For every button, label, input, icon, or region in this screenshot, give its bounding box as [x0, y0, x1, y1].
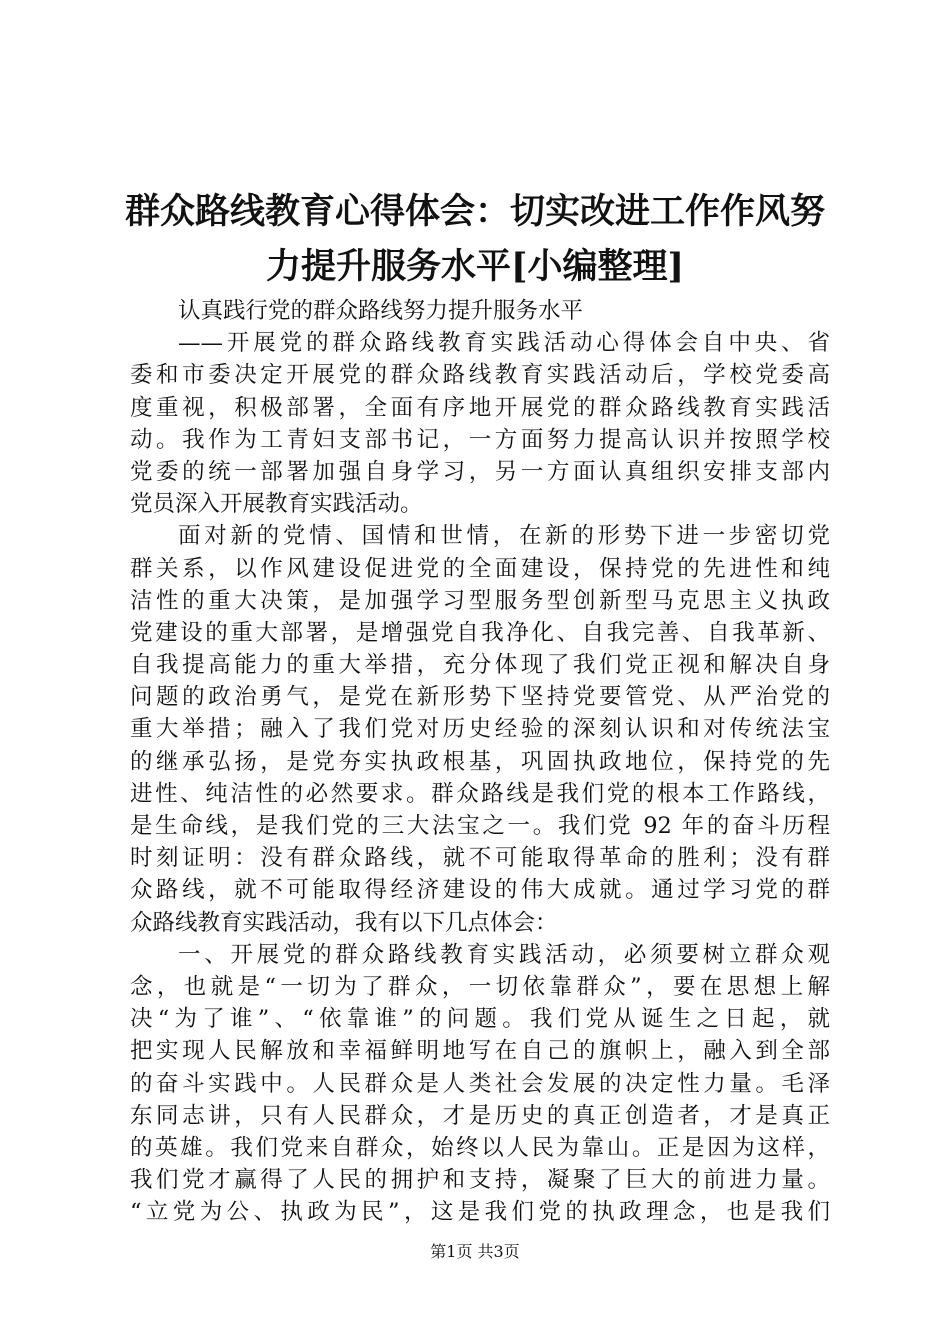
- text-line: 众路线教育实践活动，我有以下几点体会：: [130, 909, 558, 936]
- text-line: 洁性的重大决策，是加强学习型服务型创新型马克思主义执政: [130, 587, 830, 614]
- text-line: 的英雄。我们党来自群众，始终以人民为靠山。正是因为这样，: [130, 1134, 830, 1161]
- document-body: [130, 295, 830, 1228]
- text-line: 动。我作为工青妇支部书记，一方面努力提高认识并按照学校: [130, 426, 830, 453]
- subtitle-line: 认真践行党的群众路线努力提升服务水平: [178, 298, 584, 324]
- page-number-footer: 第1页 共3页: [430, 1242, 520, 1261]
- text-line: 把实现人民解放和幸福鲜明地写在自己的旗帜上，融入到全部: [130, 1038, 830, 1065]
- text-line: ——开展党的群众路线教育实践活动心得体会自中央、省: [178, 330, 830, 357]
- text-line: 我们党才赢得了人民的拥护和支持，凝聚了巨大的前进力量。: [130, 1167, 830, 1194]
- text-line: 党委的统一部署加强自身学习，另一方面认真组织安排支部内: [130, 458, 830, 485]
- text-line: 面对新的党情、国情和世情，在新的形势下进一步密切党: [178, 523, 830, 550]
- text-line: 进性、纯洁性的必然要求。群众路线是我们党的根本工作路线，: [130, 780, 830, 807]
- text-line: 东同志讲，只有人民群众，才是历史的真正创造者，才是真正: [130, 1102, 830, 1129]
- text-line: 问题的政治勇气，是党在新形势下坚持党要管党、从严治党的: [130, 684, 830, 711]
- text-line: 度重视，积极部署，全面有序地开展党的群众路线教育实践活: [130, 394, 830, 421]
- text-line: 群关系，以作风建设促进党的全面建设，保持党的先进性和纯: [130, 555, 830, 582]
- document-title-line-2: 力提升服务水平[小编整理]: [265, 246, 685, 287]
- text-line: 委和市委决定开展党的群众路线教育实践活动后，学校党委高: [130, 362, 830, 389]
- text-line: 众路线，就不可能取得经济建设的伟大成就。通过学习党的群: [130, 877, 830, 904]
- text-line: 决“为了谁”、“依靠谁”的问题。我们党从诞生之日起，就: [130, 1006, 830, 1033]
- text-line: 时刻证明：没有群众路线，就不可能取得革命的胜利；没有群: [130, 845, 830, 872]
- text-line: 党员深入开展教育实践活动。: [130, 491, 423, 518]
- text-line: 党建设的重大部署，是增强党自我净化、自我完善、自我革新、: [130, 619, 830, 646]
- text-line: 的奋斗实践中。人民群众是人类社会发展的决定性力量。毛泽: [130, 1070, 830, 1097]
- text-line: 念，也就是“一切为了群众，一切依靠群众”，要在思想上解: [130, 973, 830, 1000]
- document-title-line-1: 群众路线教育心得体会：切实改进工作作风努: [124, 191, 825, 232]
- text-line: 重大举措；融入了我们党对历史经验的深刻认识和对传统法宝: [130, 716, 830, 743]
- text-line: “立党为公、执政为民”，这是我们党的执政理念，也是我们: [130, 1199, 830, 1226]
- text-line: 的继承弘扬，是党夯实执政根基，巩固执政地位，保持党的先: [130, 748, 830, 775]
- text-line: 是生命线，是我们党的三大法宝之一。我们党 92 年的奋斗历程: [130, 813, 830, 839]
- text-line: 一、开展党的群众路线教育实践活动，必须要树立群众观: [178, 941, 830, 968]
- text-line: 自我提高能力的重大举措，充分体现了我们党正视和解决自身: [130, 652, 830, 679]
